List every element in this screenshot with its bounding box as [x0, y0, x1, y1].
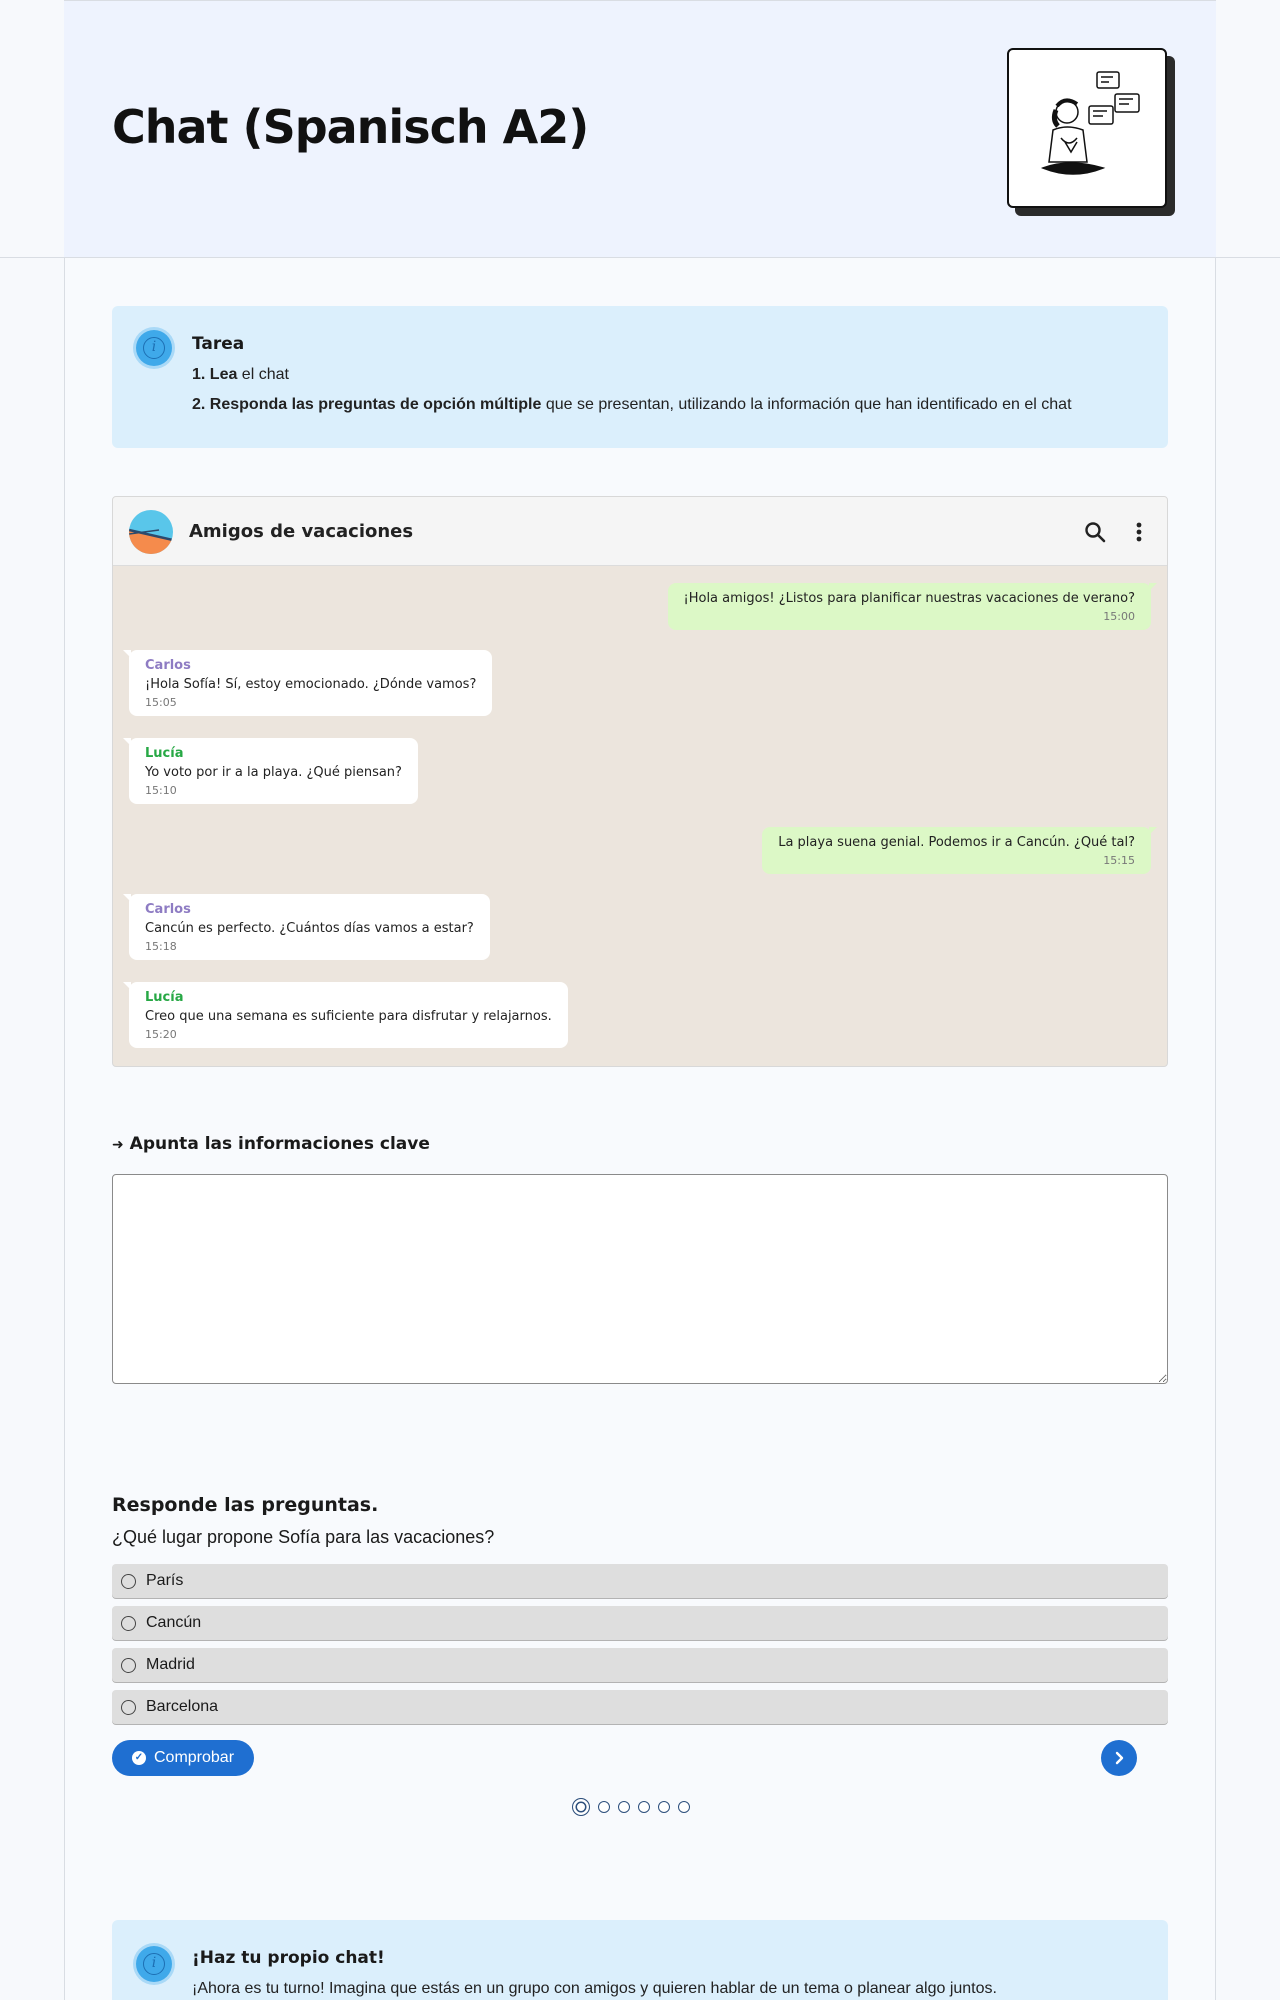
own-chat-text: ¡Ahora es tu turno! Imagina que estás en un grupo con amigos y quieren hablar de un tema o planear algo juntos.	[192, 1980, 997, 1997]
search-icon[interactable]	[1080, 517, 1110, 547]
page-title: Chat (Spanisch A2)	[112, 100, 589, 154]
chat-message-in: Carlos Cancún es perfecto. ¿Cuántos días vamos a estar? 15:18	[129, 894, 490, 960]
answer-option[interactable]: París	[112, 1564, 1168, 1598]
task-info-box	[112, 306, 1168, 448]
info-icon: i	[136, 1946, 172, 1982]
page-dot[interactable]	[618, 1801, 630, 1813]
chat-message-in: Lucía Creo que una semana es suficiente para disfrutar y relajarnos. 15:20	[129, 982, 568, 1048]
notes-textarea[interactable]	[112, 1174, 1168, 1384]
radio-icon[interactable]	[121, 1658, 136, 1673]
chat-message-in: Carlos ¡Hola Sofía! Sí, estoy emocionado. ¿Dónde vamos? 15:05	[129, 650, 492, 716]
task-step-2: 2. Responda las preguntas de opción múltiple que se presentan, utilizando la información que han identificado en el chat	[192, 396, 1072, 413]
group-avatar	[129, 510, 173, 554]
header-divider	[0, 257, 1280, 258]
more-vert-icon[interactable]	[1124, 517, 1154, 547]
check-circle-icon: ✓	[132, 1751, 146, 1765]
task-step-1: 1. Lea el chat	[192, 366, 289, 383]
radio-icon[interactable]	[121, 1700, 136, 1715]
radio-icon[interactable]	[121, 1574, 136, 1589]
page-dot[interactable]	[638, 1801, 650, 1813]
quiz-question: ¿Qué lugar propone Sofía para las vacaciones?	[112, 1527, 495, 1547]
page-dot[interactable]	[572, 1798, 590, 1816]
info-icon: i	[136, 330, 172, 366]
notes-label: ➜ Apunta las informaciones clave	[112, 1134, 430, 1154]
radio-icon[interactable]	[121, 1616, 136, 1631]
chat-message-out: ¡Hola amigos! ¿Listos para planificar nuestras vacaciones de verano? 15:00	[668, 583, 1152, 630]
woman-chat-illustration-icon	[1007, 48, 1167, 208]
pointing-hand-icon: ➜	[112, 1137, 124, 1153]
quiz-heading: Responde las preguntas.	[112, 1494, 379, 1516]
check-button[interactable]: ✓ Comprobar	[112, 1740, 254, 1776]
page-dot[interactable]	[658, 1801, 670, 1813]
pagination-dots	[572, 1797, 690, 1817]
chat-header	[113, 497, 1167, 566]
task-title: Tarea	[192, 334, 245, 354]
answer-option[interactable]: Barcelona	[112, 1690, 1168, 1724]
next-button[interactable]	[1101, 1740, 1137, 1776]
page-dot[interactable]	[678, 1801, 690, 1813]
own-chat-box	[112, 1920, 1168, 2000]
answer-option[interactable]: Cancún	[112, 1606, 1168, 1640]
own-chat-title: ¡Haz tu propio chat!	[192, 1948, 385, 1968]
chat-message-in: Lucía Yo voto por ir a la playa. ¿Qué piensan? 15:10	[129, 738, 418, 804]
chat-group-name: Amigos de vacaciones	[189, 521, 414, 542]
page-dot[interactable]	[598, 1801, 610, 1813]
answer-option[interactable]: Madrid	[112, 1648, 1168, 1682]
chat-message-out: La playa suena genial. Podemos ir a Cancún. ¿Qué tal? 15:15	[762, 827, 1151, 874]
chevron-right-icon	[1112, 1751, 1126, 1765]
chat-window	[112, 496, 1168, 1067]
